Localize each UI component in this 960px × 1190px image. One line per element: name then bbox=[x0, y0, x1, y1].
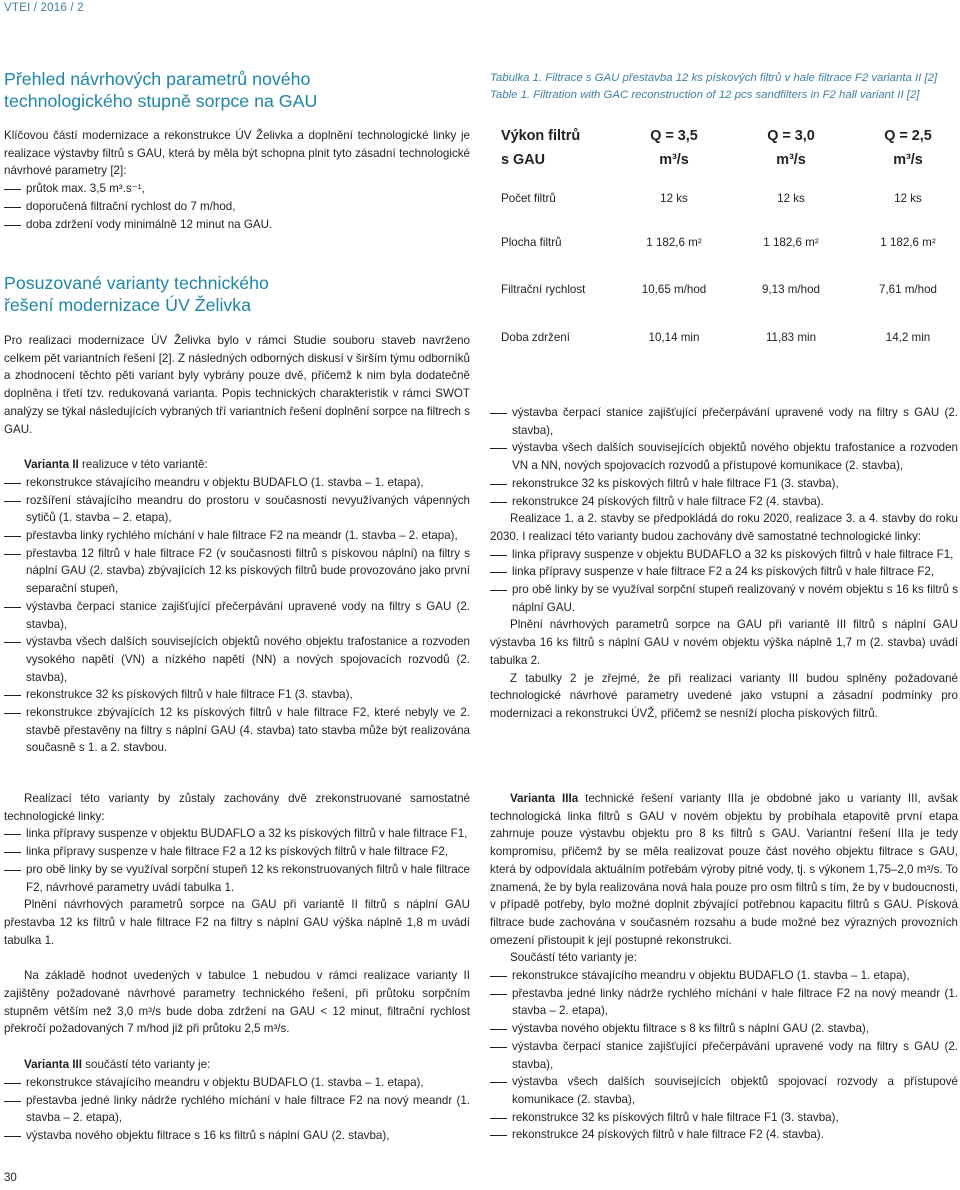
variant-iii-list bbox=[4, 1074, 470, 1145]
list-item: doporučená filtrační rychlost do 7 m/hod, bbox=[4, 198, 470, 216]
list-item: výstavba všech dalších souvisejících objektů nového objektu trafostanice a rozvoden VN a NN, nových spojovacích rozvodů a přístupové komunikace (2. stavba), bbox=[490, 439, 958, 474]
list-item: pro obě linky by se využíval sorpční stupeň realizovaný v novém objektu s 16 ks filtrů s náplní GAU. bbox=[490, 581, 958, 616]
list-item: výstavba nového objektu filtrace s 16 ks filtrů s náplní GAU (2. stavba), bbox=[4, 1127, 470, 1145]
intro-paragraph: Klíčovou částí modernizace a rekonstrukce ÚV Želivka a doplnění technologické linky je realizace výstavby filtrů s GAU, která by měla být schopna plnit tyto zásadní technologické návrhové parametry [2]: bbox=[4, 129, 470, 178]
variants-block bbox=[4, 332, 470, 757]
intro-block bbox=[4, 127, 470, 233]
table-header-label: Výkon filtrů s GAU bbox=[501, 128, 581, 168]
list-item: přestavba 12 filtrů v hale filtrace F2 (v současnosti filtrů s pískovou náplní) na filtry s náplní GAU (2. stavba) zbývajících 12 ks pískových filtrů bude provozováno jako první separační stupeň, bbox=[4, 545, 470, 598]
list-item: výstavba čerpací stanice zajišťující přečerpávání upravené vody na filtry s GAU (2. stavba), bbox=[490, 1038, 958, 1073]
list-item: linka přípravy suspenze v hale filtrace F2 a 12 ks pískových filtrů v hale filtrace F2, bbox=[4, 843, 470, 861]
table-cell: 10,65 m/hod bbox=[641, 283, 707, 296]
variant-iii-params: Plnění návrhových parametrů sorpce na GAU při variantě III filtrů s náplní GAU výstavba 16 ks filtrů s náplní GAU v novém objektu výška náplně 1,7 m (2. stavba) uvádí tabulka 2. bbox=[490, 618, 958, 667]
variant-iii-lead: Varianta III součástí této varianty je: bbox=[24, 1058, 211, 1072]
list-item: rekonstrukce stávajícího meandru v objektu BUDAFLO (1. stavba – 1. etapa), bbox=[490, 967, 958, 985]
table-row-label: Doba zdržení bbox=[501, 331, 570, 344]
table-cell: 12 ks bbox=[894, 192, 922, 205]
variant-iiia-part: Součástí této varianty je: bbox=[510, 951, 637, 965]
list-item: rekonstrukce 24 pískových filtrů v hale filtrace F2 (4. stavba). bbox=[490, 1126, 958, 1144]
table-row-label: Počet filtrů bbox=[501, 192, 556, 205]
variant-iii-continued bbox=[490, 404, 958, 723]
list-item: linka přípravy suspenze v hale filtrace F2 a 24 ks pískových filtrů v hale filtrace F2, bbox=[490, 563, 958, 581]
section-heading-parameters: Přehled návrhových parametrů nového technologického stupně sorpce na GAU bbox=[4, 69, 318, 111]
variant-ii-eval: Na základě hodnot uvedených v tabulce 1 nebudou v rámci realizace varianty II zajištěny požadované návrhové parametry technického řešení, při průtoku sorpčním stupněm větším než 3,0 m³/s bude doba zdržení na GAU < 12 minut, filtrační rychlost překročí požadovaných 7 m/hod již při průtoku 2,5 m³/s. bbox=[4, 969, 470, 1036]
variant-iii-title: Varianta III bbox=[24, 1058, 82, 1072]
table-cell: 9,13 m/hod bbox=[761, 283, 820, 296]
params-list bbox=[4, 180, 470, 233]
list-item: rekonstrukce stávajícího meandru v objektu BUDAFLO (1. stavba – 1. etapa), bbox=[4, 474, 470, 492]
list-item: přestavba linky rychlého míchání v hale filtrace F2 na meandr (1. stavba – 2. etapa), bbox=[4, 527, 470, 545]
journal-issue: VTEI / 2016 / 2 bbox=[4, 2, 84, 14]
variant-ii-list bbox=[4, 474, 470, 757]
section-heading-variants: Posuzované varianty technického řešení modernizace ÚV Želivka bbox=[4, 273, 269, 315]
variant-iii-realization: Realizace 1. a 2. stavby se předpokládá do roku 2020, realizace 3. a 4. stavby do roku 2030. I realizací této varianty budou zachovány dvě samostatné technologické linky: bbox=[490, 512, 958, 543]
list-item: výstavba nového objektu filtrace s 8 ks filtrů s náplní GAU (2. stavba), bbox=[490, 1020, 958, 1038]
list-item: rekonstrukce 32 ks pískových filtrů v hale filtrace F1 (3. stavba), bbox=[490, 1109, 958, 1127]
table-cell: 1 182,6 m² bbox=[880, 236, 936, 249]
list-item: průtok max. 3,5 m³.s⁻¹, bbox=[4, 180, 470, 198]
variant-iii-lines bbox=[490, 546, 958, 617]
list-item: linka přípravy suspenze v objektu BUDAFLO a 32 ks pískových filtrů v hale filtrace F1, bbox=[490, 546, 958, 564]
list-item: doba zdržení vody minimálně 12 minut na GAU. bbox=[4, 216, 470, 234]
variant-ii-title: Varianta II bbox=[24, 458, 79, 472]
list-item: výstavba čerpací stanice zajišťující přečerpávání upravené vody na filtry s GAU (2. stavba), bbox=[4, 598, 470, 633]
table-header-cell: Q = 2,5 m³/s bbox=[884, 128, 932, 168]
list-item: pro obě linky by se využíval sorpční stupeň 12 ks rekonstruovaných filtrů v hale filtrace F2, návrhové parametry uvádí tabulka 1. bbox=[4, 861, 470, 896]
list-item: výstavba čerpací stanice zajišťující přečerpávání upravené vody na filtry s GAU (2. stavba), bbox=[490, 404, 958, 439]
variant-ii-evaluation bbox=[4, 790, 470, 1145]
table-cell: 12 ks bbox=[777, 192, 805, 205]
table-header-cell: Q = 3,5 m³/s bbox=[650, 128, 698, 168]
table-row-label: Plocha filtrů bbox=[501, 236, 562, 249]
variant-ii-lines bbox=[4, 825, 470, 896]
variants-intro: Pro realizaci modernizace ÚV Želivka bylo v rámci Studie souboru staveb navrženo celkem pět variantních řešení [2]. Z následných odborných diskusí v širším týmu odborníků a zhodnocení těchto pěti variant byly vybrány pouze dvě, přičemž k nim byla dodatečně doplněna i třetí tzv. redukovaná varianta. Popis technických charakteristik v rámci SWOT analýzy se týkal následujících vybraných tří variantních řešení doplnění sorpce na filtrech s GAU. bbox=[4, 334, 470, 436]
list-item: rekonstrukce stávajícího meandru v objektu BUDAFLO (1. stavba – 1. etapa), bbox=[4, 1074, 470, 1092]
variant-iiia-block bbox=[490, 790, 958, 1144]
variant-iii-eval: Z tabulky 2 je zřejmé, že při realizaci varianty III budou splněny požadované technologické návrhové parametry uvedené jako vstupní a zásadní podmínky pro modernizaci a rekonstrukci ÚVŽ, přičemž se nesníží plocha pískových filtrů. bbox=[490, 671, 958, 720]
list-item: rekonstrukce 32 ks pískových filtrů v hale filtrace F1 (3. stavba), bbox=[490, 475, 958, 493]
list-item: rozšíření stávajícího meandru do prostoru v současnosti nevyužívaných vápenných sytičů (1. stavba – 2. etapa), bbox=[4, 492, 470, 527]
table-cell: 14,2 min bbox=[885, 331, 931, 344]
list-item: výstavba všech dalších souvisejících objektů spojovací rozvody a přístupové komunikace (2. stavba), bbox=[490, 1073, 958, 1108]
variant-iiia-list bbox=[490, 967, 958, 1144]
table-cell: 11,83 min bbox=[765, 331, 817, 344]
page-number: 30 bbox=[4, 1172, 17, 1184]
table-cell: 7,61 m/hod bbox=[878, 283, 937, 296]
list-item: rekonstrukce 24 pískových filtrů v hale filtrace F2 (4. stavba). bbox=[490, 493, 958, 511]
table-header-cell: Q = 3,0 m³/s bbox=[767, 128, 815, 168]
table-cell: 10,14 min bbox=[648, 331, 700, 344]
variant-iii-list-cont bbox=[490, 404, 958, 510]
variant-ii-params: Plnění návrhových parametrů sorpce na GAU při variantě II filtrů s náplní GAU přestavba 12 ks filtrů v hale filtrace F2 na filtry s náplní GAU výška náplně 1,8 m uvádí tabulka 1. bbox=[4, 898, 470, 947]
table-cell: 1 182,6 m² bbox=[763, 236, 819, 249]
variant-ii-after: Realizací této varianty by zůstaly zachovány dvě zrekonstruované samostatné technologické linky: bbox=[4, 792, 470, 823]
list-item: linka přípravy suspenze v objektu BUDAFLO a 32 ks pískových filtrů v hale filtrace F1, bbox=[4, 825, 470, 843]
list-item: přestavba jedné linky nádrže rychlého míchání v hale filtrace F2 na nový meandr (1. stavba – 2. etapa), bbox=[4, 1092, 470, 1127]
list-item: výstavba všech dalších souvisejících objektů nového objektu trafostanice a rozvoden vysokého napětí (VN) a nízkého napětí (NN) a nových spojovacích rozvodů (2. stavba), bbox=[4, 633, 470, 686]
table-row-label: Filtrační rychlost bbox=[501, 283, 586, 296]
variant-iiia-text: Varianta IIIa technické řešení varianty IIIa je obdobné jako u varianty III, avšak technologická linka filtrů s GAU v novém objektu by probíhala etapovitě první etapa zahrnuje pouze výstavbu objektu pro 8 ks filtrů s GAU. Variantní řešení IIIa je tedy kompromisu, přičemž by se měla realizovat pouze část nového objektu filtrace s GAU, která by odpovídala aktuálním potřebám výroby pitné vody, tj. s výkonem 1,75–2,0 m³/s. To znamená, že by byla realizována nová hala pouze pro osm filtrů s tím, že by v budoucnosti, v případě potřeby, bylo možné doplnit zbývající potřebnou kapacitu filtrů s GAU. Písková filtrace bude zachována v současném rozsahu a bude možné bez výrazných provozních omezení přistoupit k její postupné rekonstrukci. bbox=[490, 792, 959, 947]
table-cell: 1 182,6 m² bbox=[646, 236, 702, 249]
list-item: rekonstrukce 32 ks pískových filtrů v hale filtrace F1 (3. stavba), bbox=[4, 686, 470, 704]
table-caption-en: Table 1. Filtration with GAC reconstruction of 12 pcs sandfilters in F2 hall variant II [2] bbox=[490, 89, 920, 101]
table-cell: 12 ks bbox=[660, 192, 688, 205]
list-item: přestavba jedné linky nádrže rychlého míchání v hale filtrace F2 na nový meandr (1. stavba – 2. etapa), bbox=[490, 985, 958, 1020]
table-caption-cz: Tabulka 1. Filtrace s GAU přestavba 12 ks pískových filtrů v hale filtrace F2 varianta II [2] bbox=[490, 72, 938, 84]
table-caption bbox=[490, 70, 958, 104]
list-item: rekonstrukce zbývajících 12 ks pískových filtrů v hale filtrace F2, které nebyly ve 2. stavbě přestavěny na filtry s náplní GAU (4. stavba) tato stavba může být realizována současně s 1. a 2. stavbou. bbox=[4, 704, 470, 757]
variant-ii-lead: Varianta II realizuce v této variantě: bbox=[24, 458, 208, 472]
variant-iiia-title: Varianta IIIa bbox=[510, 792, 579, 805]
